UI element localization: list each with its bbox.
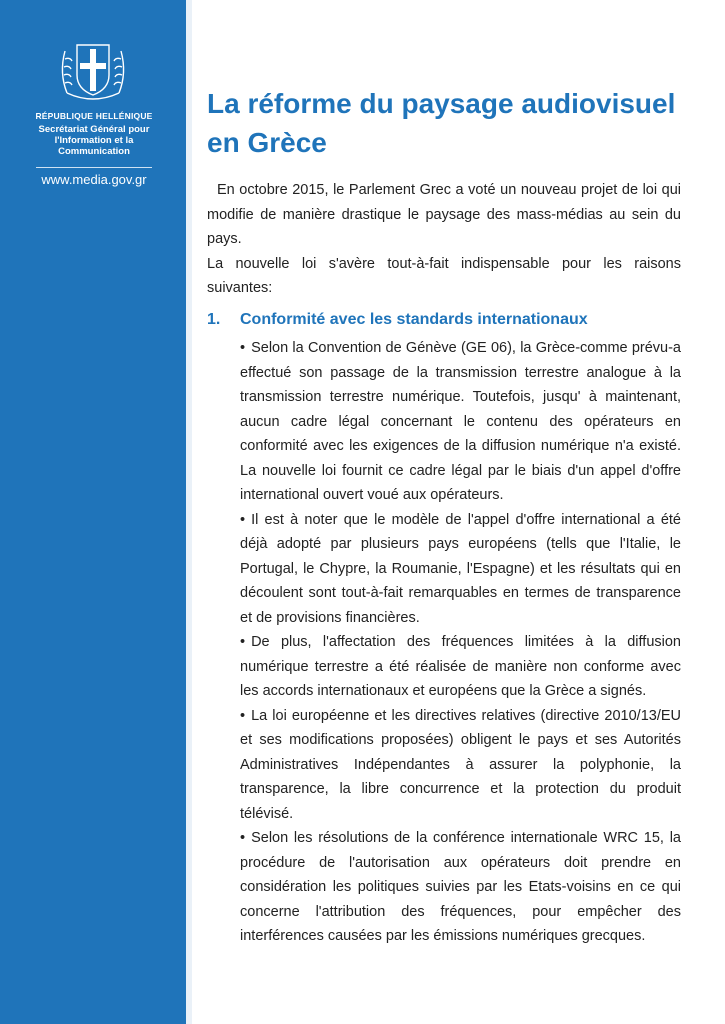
list-item-text: De plus, l'affectation des fréquences limitées à la diffusion numérique terrestre a été réalisée de manière non conforme avec les accords internationaux et européens que la Grèce a signés. [240, 634, 681, 699]
organization-block [24, 111, 164, 157]
bullet-icon: • [240, 340, 246, 356]
list-item [240, 704, 681, 827]
intro-paragraph: En octobre 2015, le Parlement Grec a voté un nouveau projet de loi qui modifie de manière drastique le paysage des mass-médias au sein du pays. [207, 182, 681, 247]
divider [36, 167, 152, 168]
sidebar-stripe [186, 0, 192, 1024]
page-title: La réforme du paysage audiovisuel en Grèce [207, 88, 676, 158]
bullet-icon: • [240, 707, 246, 724]
website-link[interactable]: www.media.gov.gr [41, 172, 147, 187]
bullet-list [240, 336, 681, 949]
greek-coat-of-arms-icon [57, 33, 129, 107]
list-item-text: Selon la Convention de Génève (GE 06), la Grèce-comme prévu-a effectué son passage de la transmission terrestre analogue à la transmission terrestre numérique. Toutefois, jusqu' à maintenant, aucun cadre légal concernant le contenu des opérateurs en conformité avec les exigences de la diffusion numérique n'a existé. La nouvelle loi fournit ce cadre légal par le biais d'un appel d'offre international ouvert voué aux opérateurs. [240, 340, 681, 503]
bullet-icon: • [240, 511, 246, 528]
section-heading [207, 308, 681, 333]
republic-label: RÉPUBLIQUE HELLÉNIQUE [35, 111, 153, 121]
secretariat-label: Secrétariat Général pour l'Information et la Communication [38, 124, 150, 157]
section-heading-text: Conformité avec les standards internationaux [240, 310, 588, 328]
list-item-text: Il est à noter que le modèle de l'appel d'offre international a été déjà adopté par plusieurs pays européens (tells que l'Italie, le Portugal, le Chypre, la Roumanie, l'Espagne) et les résultats qui en découlent sont tout-à-fait remarquables en termes de transparence et de provisions financières. [240, 511, 681, 626]
list-item [240, 826, 681, 949]
bullet-icon: • [240, 634, 246, 650]
list-item-text: Selon les résolutions de la conférence internationale WRC 15, la procédure de l'autorisation aux opérateurs doit prendre en considération les politiques suivies par les Etats-voisins en ce qui concerne l'attribution des fréquences, pour empêcher des interférences causées par les émissions numériques grecques. [240, 830, 681, 944]
list-item [240, 508, 681, 631]
section-number: 1. [207, 310, 221, 328]
intro-paragraph: La nouvelle loi s'avère tout-à-fait indispensable pour les raisons suivantes: [207, 255, 681, 296]
document-body [207, 178, 681, 949]
list-item [240, 336, 681, 508]
bullet-icon: • [240, 830, 246, 846]
list-item [240, 630, 681, 704]
list-item-text: La loi européenne et les directives relatives (directive 2010/13/EU et ses modifications proposées) obligent le pays et ses Autorités Administratives Indépendantes à assurer la polyphonie, la transparence, la libre concurrence et la protection du produit télévisé. [240, 707, 681, 822]
sidebar [0, 0, 186, 1024]
